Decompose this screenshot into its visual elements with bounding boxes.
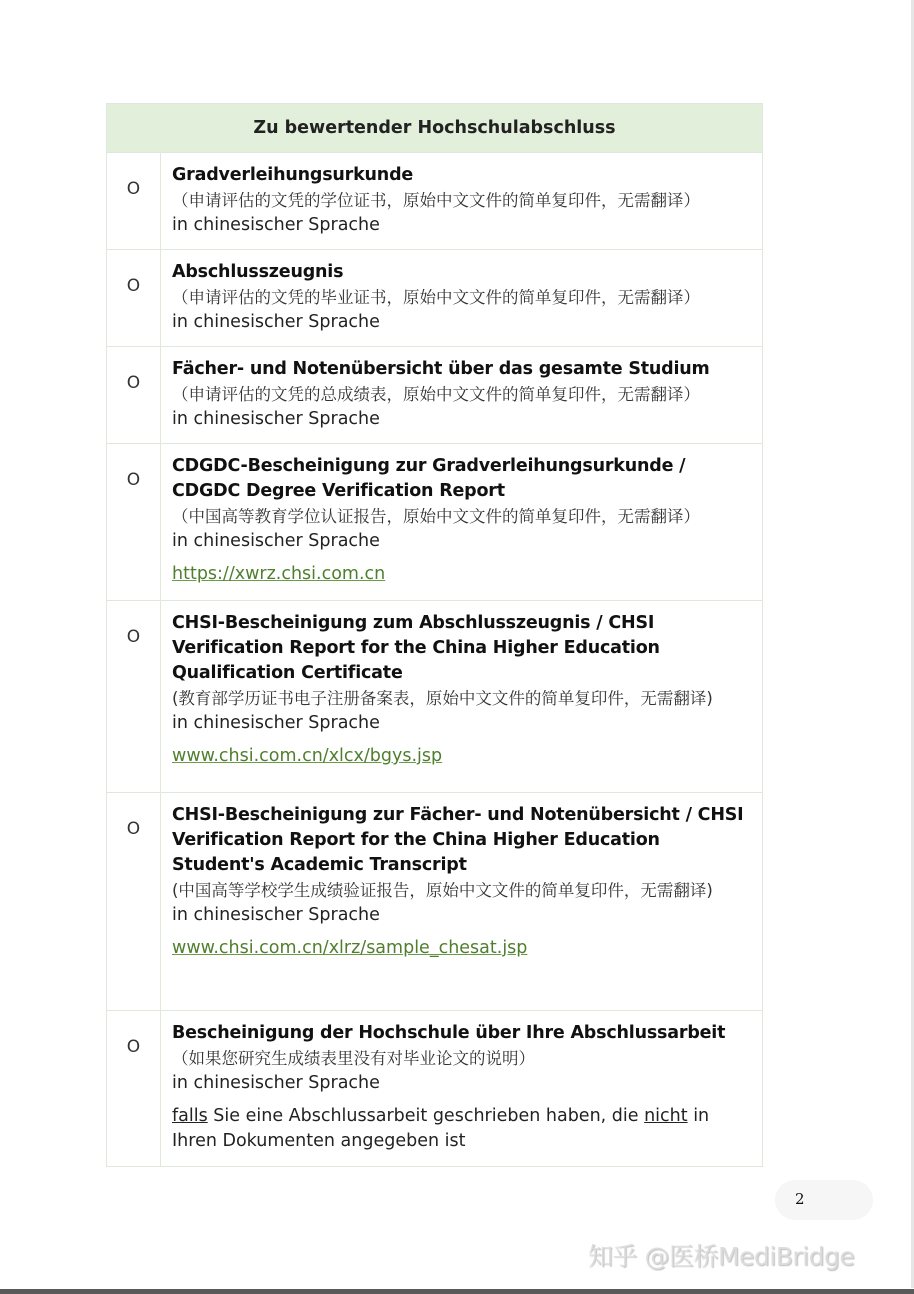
checkbox-mark: O [107, 250, 161, 347]
checkbox-mark: O [107, 347, 161, 444]
document-cell [161, 347, 763, 444]
page-number: 2 [795, 1190, 805, 1208]
document-cell [161, 793, 763, 1011]
document-title: CHSI-Bescheinigung zur Fächer- und Notenübersicht / CHSI Verification Report for the China Higher Education Student's Academic Transcript [172, 805, 744, 875]
language-note: in chinesischer Sprache [172, 713, 380, 733]
document-cell [161, 250, 763, 347]
document-cell [161, 1011, 763, 1167]
document-title: Abschlusszeugnis [172, 262, 344, 282]
note-text-part2: in Ihren Dokumenten angegeben ist [172, 1106, 710, 1151]
document-title: Fächer- und Notenübersicht über das gesamte Studium [172, 359, 710, 379]
table-row [107, 1011, 763, 1167]
table-row [107, 444, 763, 601]
document-title: Bescheinigung der Hochschule über Ihre Abschlussarbeit [172, 1023, 726, 1043]
document-title: CHSI-Bescheinigung zum Abschlusszeugnis / CHSI Verification Report for the China Higher Education Qualification Certificate [172, 613, 660, 683]
chinese-description: (教育部学历证书电子注册备案表，原始中文文件的简单复印件，无需翻译) [172, 689, 713, 708]
verification-link[interactable]: www.chsi.com.cn/xlcx/bgys.jsp [172, 746, 443, 766]
emphasis-falls: falls [172, 1106, 208, 1126]
verification-link[interactable]: https://xwrz.chsi.com.cn [172, 564, 386, 584]
table-header: Zu bewertender Hochschulabschluss [107, 104, 763, 153]
table-row [107, 601, 763, 793]
table-header-row [107, 104, 763, 153]
chinese-description: （申请评估的文凭的毕业证书，原始中文文件的简单复印件，无需翻译） [172, 288, 700, 307]
checkbox-mark: O [107, 444, 161, 601]
checkbox-mark: O [107, 1011, 161, 1167]
chinese-description: （如果您研究生成绩表里没有对毕业论文的说明） [172, 1049, 535, 1068]
required-documents-table [106, 103, 763, 1167]
table-row [107, 153, 763, 250]
document-cell [161, 153, 763, 250]
note-text-part1: Sie eine Abschlussarbeit geschrieben haben, die [207, 1106, 645, 1126]
bottom-edge [0, 1289, 914, 1294]
language-note: in chinesischer Sprache [172, 312, 380, 332]
verification-link[interactable]: www.chsi.com.cn/xlrz/sample_chesat.jsp [172, 938, 528, 958]
checkbox-mark: O [107, 601, 161, 793]
language-note: in chinesischer Sprache [172, 905, 380, 925]
document-cell [161, 444, 763, 601]
thesis-condition-note [172, 1104, 752, 1154]
language-note: in chinesischer Sprache [172, 409, 380, 429]
checkbox-mark: O [107, 793, 161, 1011]
chinese-description: （申请评估的文凭的总成绩表，原始中文文件的简单复印件，无需翻译） [172, 385, 700, 404]
language-note: in chinesischer Sprache [172, 1073, 380, 1093]
document-cell [161, 601, 763, 793]
language-note: in chinesischer Sprache [172, 215, 380, 235]
table-row [107, 250, 763, 347]
document-title: CDGDC-Bescheinigung zur Gradverleihungsurkunde / CDGDC Degree Verification Report [172, 456, 686, 501]
table-row [107, 793, 763, 1011]
emphasis-nicht: nicht [644, 1106, 688, 1126]
table-row [107, 347, 763, 444]
watermark-text: 知乎 @医桥MediBridge [588, 1242, 855, 1271]
chinese-description: (中国高等学校学生成绩验证报告，原始中文文件的简单复印件，无需翻译) [172, 881, 713, 900]
checkbox-mark: O [107, 153, 161, 250]
document-title: Gradverleihungsurkunde [172, 165, 414, 185]
language-note: in chinesischer Sprache [172, 531, 380, 551]
watermark-badge [775, 1180, 873, 1220]
chinese-description: （申请评估的文凭的学位证书，原始中文文件的简单复印件，无需翻译） [172, 191, 700, 210]
chinese-description: （中国高等教育学位认证报告，原始中文文件的简单复印件，无需翻译） [172, 507, 700, 526]
